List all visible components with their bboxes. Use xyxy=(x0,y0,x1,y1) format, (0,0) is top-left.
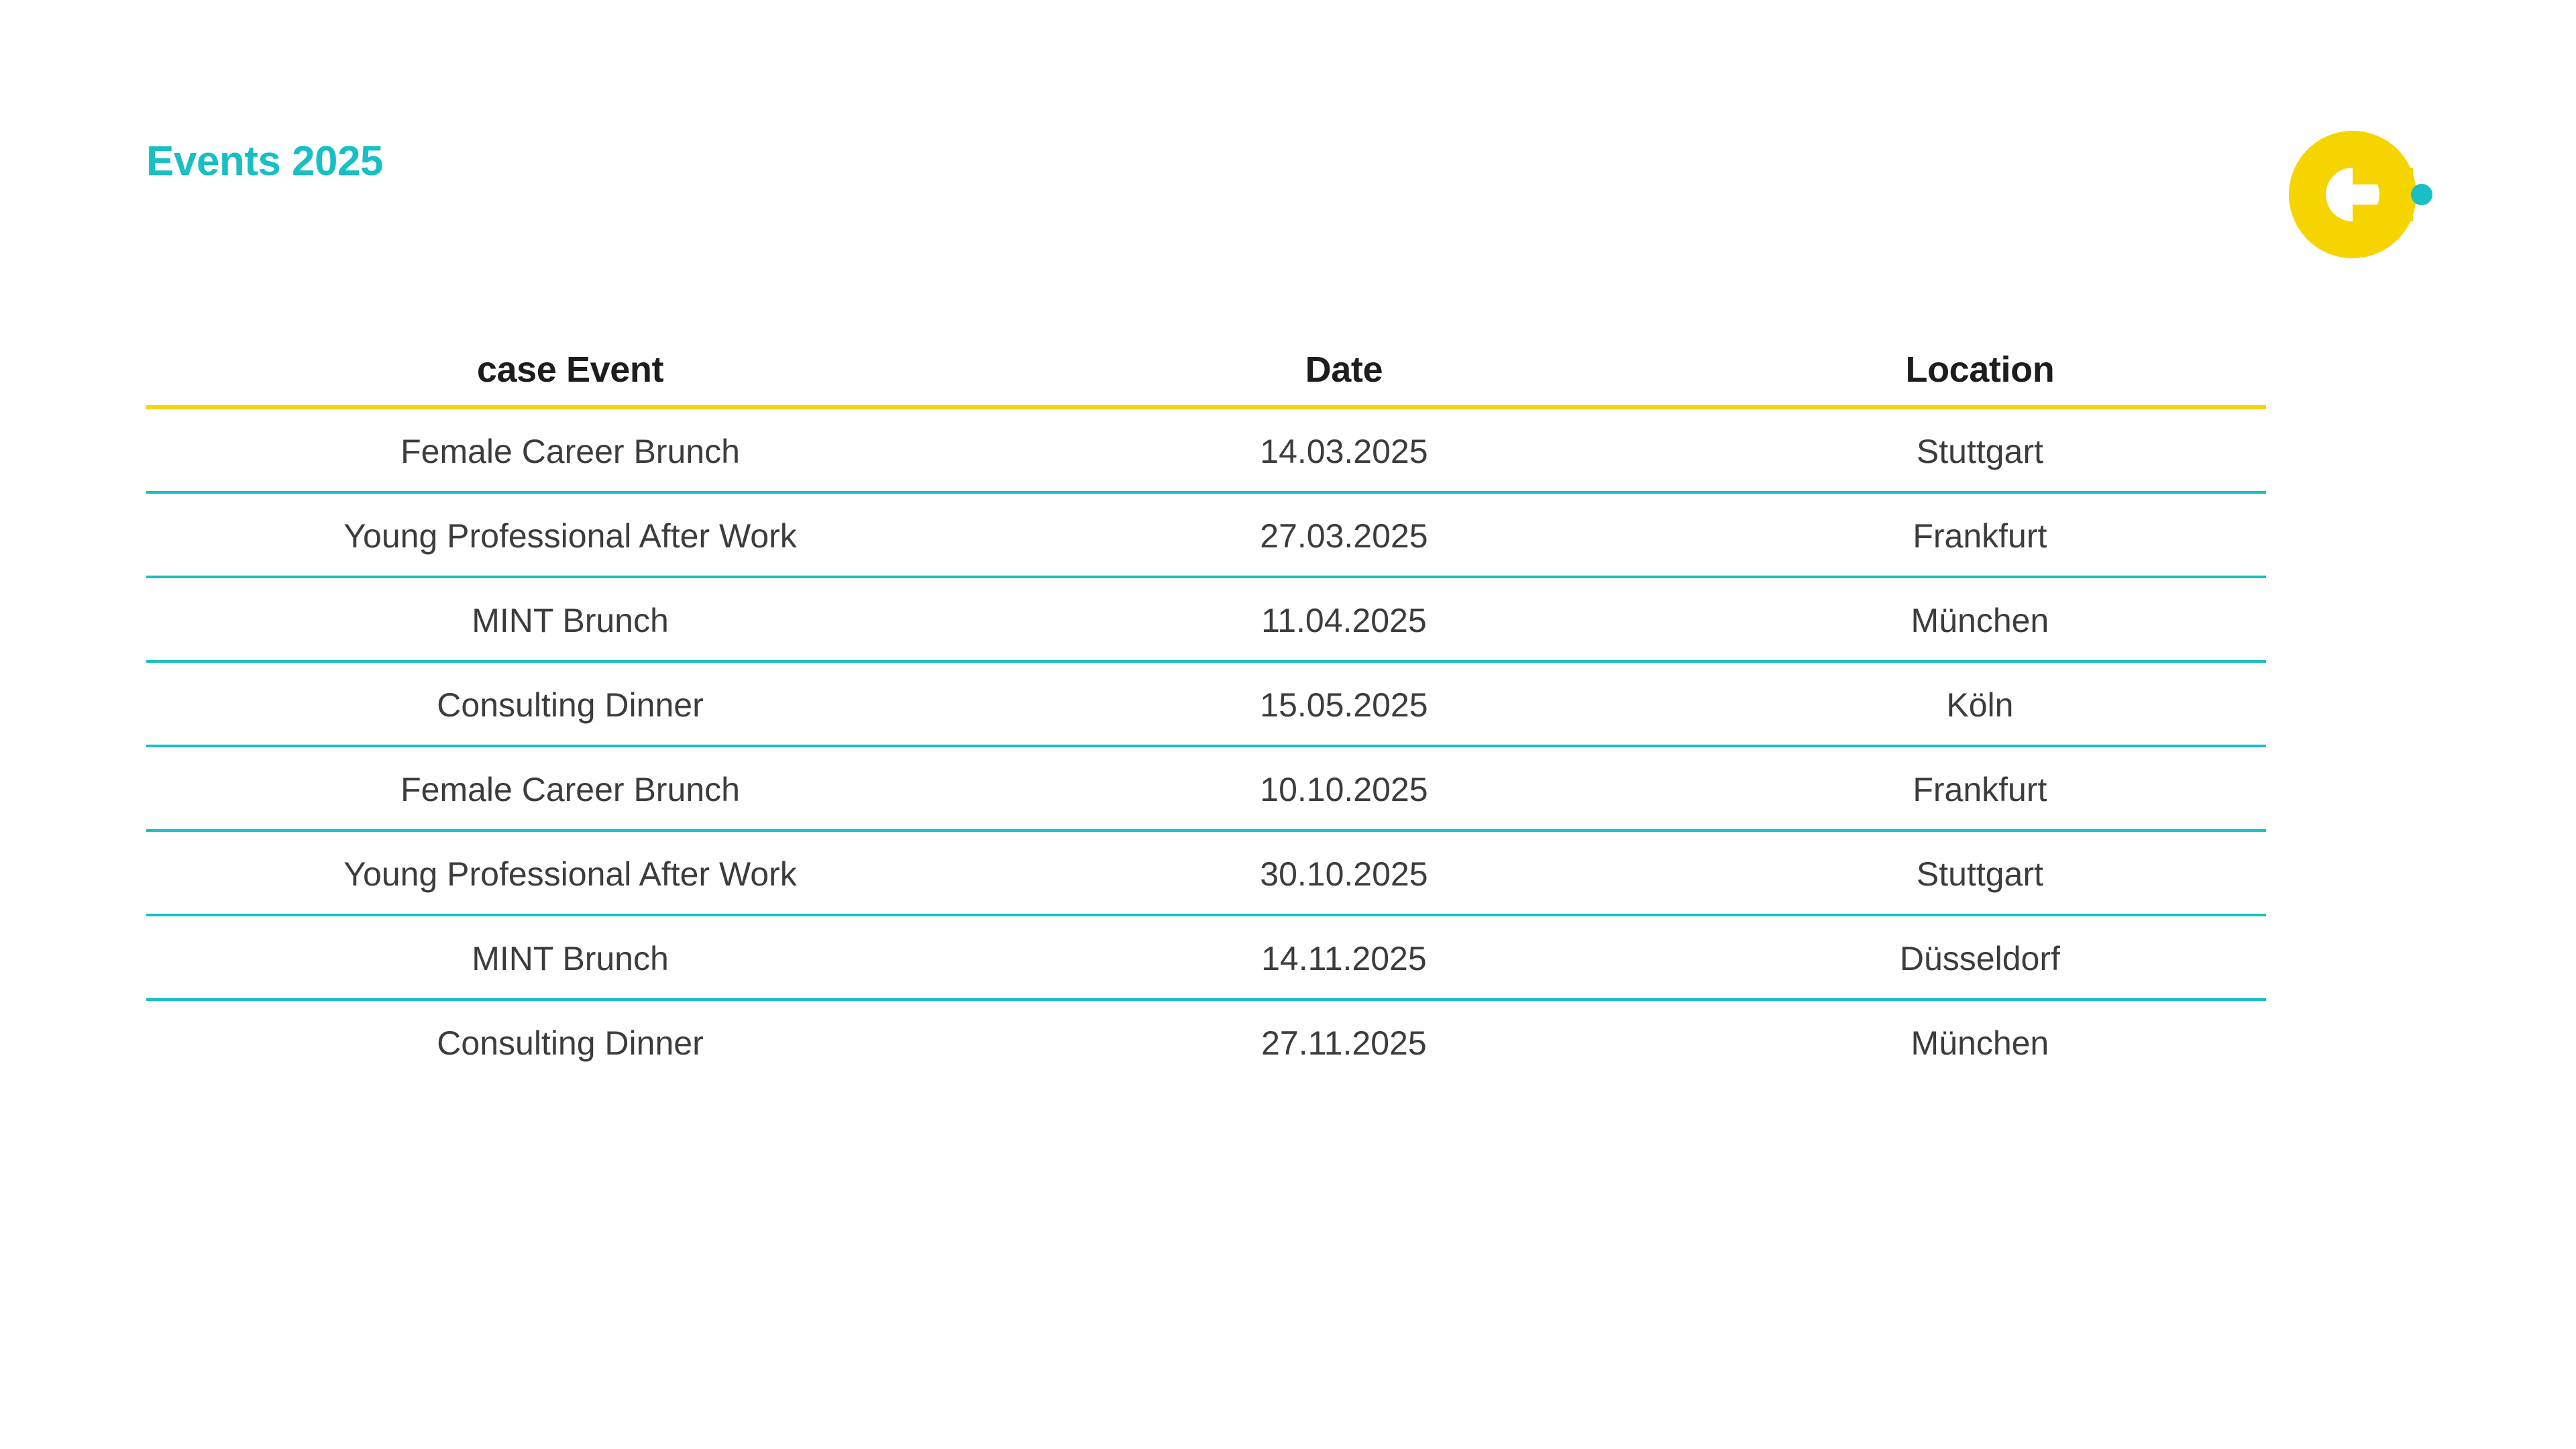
cell-date: 27.11.2025 xyxy=(1261,1024,1427,1062)
cell-location: Frankfurt xyxy=(1694,746,2266,830)
table-row xyxy=(146,746,2266,830)
table-row xyxy=(146,830,2266,915)
cell-date: 15.05.2025 xyxy=(994,661,1694,746)
table-row xyxy=(146,492,2266,577)
cell-date: 30.10.2025 xyxy=(994,830,1694,915)
cell-event: MINT Brunch xyxy=(146,915,994,1000)
cell-event: Female Career Brunch xyxy=(146,407,994,492)
cell-date: 27.03.2025 xyxy=(994,492,1694,577)
cell-event: Young Professional After Work xyxy=(146,492,994,577)
cell-date: 14.03.2025 xyxy=(994,407,1694,492)
table-header-row xyxy=(146,349,2266,407)
cell-location: Düsseldorf xyxy=(1694,915,2266,1000)
events-table-wrapper xyxy=(146,349,2266,1083)
logo-dot xyxy=(2411,184,2432,205)
cell-location: München xyxy=(1694,577,2266,661)
events-table xyxy=(146,349,2266,1083)
table-row xyxy=(146,407,2266,492)
cell-date: 11.04.2025 xyxy=(994,577,1694,661)
cell-location: Frankfurt xyxy=(1694,492,2266,577)
cell-location: Köln xyxy=(1694,661,2266,746)
column-header-date: Date xyxy=(994,349,1694,407)
cell-location: Stuttgart xyxy=(1694,830,2266,915)
cell-date: 14.11.2025 xyxy=(994,915,1694,1000)
cell-event: Consulting Dinner xyxy=(437,1024,704,1062)
cell-event: MINT Brunch xyxy=(146,577,994,661)
logo-c-shape xyxy=(2289,131,2416,258)
cell-event: Consulting Dinner xyxy=(146,661,994,746)
case-logo xyxy=(2289,131,2436,258)
column-header-event: case Event xyxy=(146,349,994,407)
column-header-location: Location xyxy=(1694,349,2266,407)
table-row xyxy=(146,915,2266,1000)
cell-date: 10.10.2025 xyxy=(994,746,1694,830)
table-row xyxy=(146,577,2266,661)
table-row xyxy=(146,1000,2266,1083)
cell-location: Stuttgart xyxy=(1694,407,2266,492)
cell-location: München xyxy=(1911,1024,2049,1062)
cell-event: Young Professional After Work xyxy=(146,830,994,915)
page-title: Events 2025 xyxy=(146,138,383,184)
cell-event: Female Career Brunch xyxy=(146,746,994,830)
table-row xyxy=(146,661,2266,746)
